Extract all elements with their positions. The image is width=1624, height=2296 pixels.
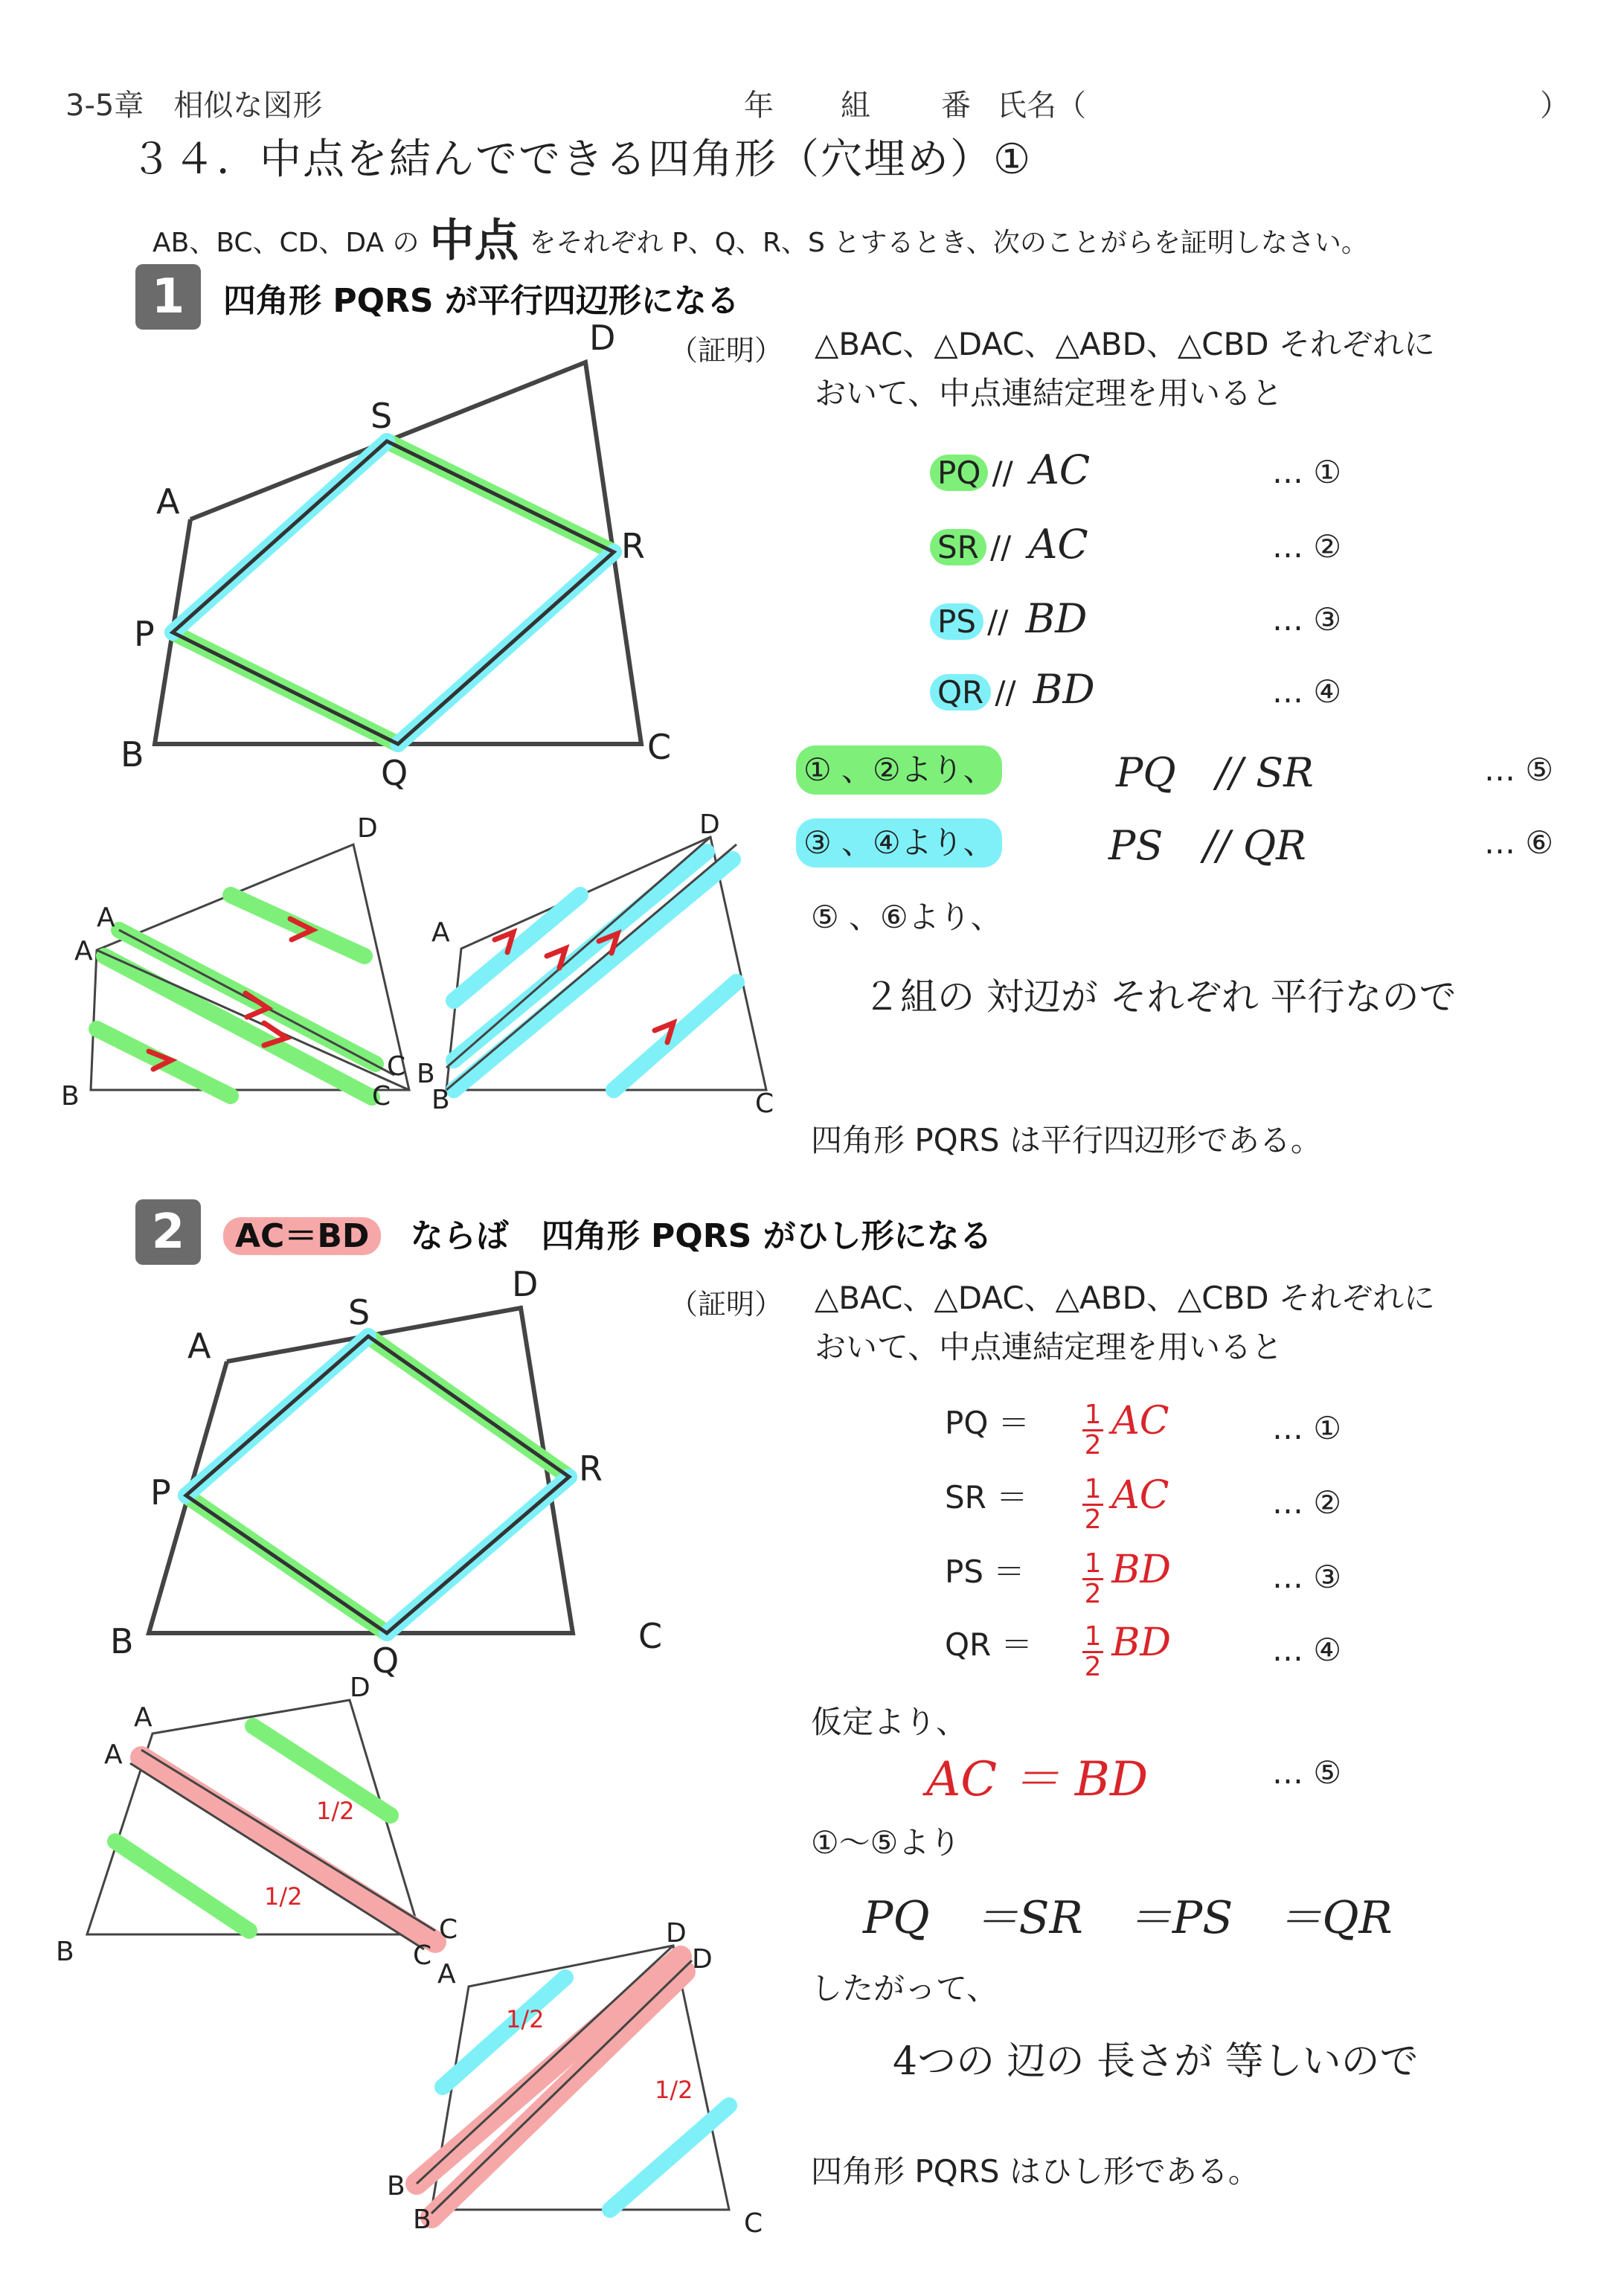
s1-ref4: … ④ bbox=[1272, 673, 1342, 710]
label-a: A bbox=[156, 481, 180, 522]
s1-conclusion: 四角形 PQRS は平行四辺形である。 bbox=[811, 1122, 1322, 1158]
intro-text bbox=[153, 201, 1368, 265]
svg-text:B: B bbox=[431, 1085, 450, 1115]
label-b: B bbox=[121, 734, 144, 775]
s2-ref4: … ④ bbox=[1272, 1632, 1342, 1668]
section1-title: 四角形 PQRS が平行四辺形になる bbox=[223, 282, 739, 320]
s1-ref3: … ③ bbox=[1272, 601, 1342, 638]
s2-row-sr-frac: $\frac{1}{2}$ bbox=[1082, 1475, 1103, 1534]
s2-row-ps-rhs: BD bbox=[1111, 1548, 1172, 1592]
s2-row-pq bbox=[945, 1399, 1169, 1460]
s1-row-pq bbox=[930, 446, 1090, 498]
svg-text:D: D bbox=[666, 1918, 687, 1949]
s1-handwritten: ２組の 対辺が それぞれ 平行なので bbox=[863, 975, 1457, 1019]
section2-figure-bd bbox=[387, 1918, 803, 2239]
s1-row-sr-rhs: AC bbox=[1028, 521, 1088, 568]
svg-text:A: A bbox=[134, 1702, 153, 1733]
s1-row-sr-lhs: SR bbox=[930, 529, 986, 565]
s2-ref3: … ③ bbox=[1272, 1559, 1342, 1595]
s1-row-ps bbox=[930, 595, 1087, 647]
svg-text:1/2: 1/2 bbox=[506, 2005, 545, 2033]
name-close: ） bbox=[1540, 89, 1570, 123]
s1-row-ps-rhs: BD bbox=[1025, 595, 1088, 642]
s2-row-qr-lhs: QR ＝ bbox=[945, 1626, 1033, 1663]
svg-text:S: S bbox=[348, 1292, 370, 1333]
s1-row-ps-lhs: PS bbox=[930, 603, 983, 640]
svg-text:B: B bbox=[110, 1621, 134, 1661]
quadrilateral-abcd bbox=[155, 362, 641, 744]
svg-text:A: A bbox=[74, 936, 93, 966]
s2-row-sr-lhs: SR ＝ bbox=[945, 1479, 1028, 1516]
section1-main-figure bbox=[104, 318, 684, 804]
quadrilateral-pqrs bbox=[173, 441, 614, 744]
section2-title bbox=[223, 1209, 992, 1257]
s1-row-qr-rel: // bbox=[995, 674, 1016, 711]
s1-row-sr-rel: // bbox=[989, 529, 1012, 565]
s2-row-ps-lhs: PS ＝ bbox=[945, 1553, 1025, 1590]
s2-row-qr-rhs: BD bbox=[1111, 1620, 1172, 1665]
s1-row-pq-rel: // bbox=[992, 455, 1013, 491]
s2-row-ps-frac: $\frac{1}{2}$ bbox=[1082, 1550, 1103, 1609]
section1-number: 1 bbox=[135, 264, 201, 330]
s1-from12: ① 、②より、 bbox=[796, 745, 1002, 795]
svg-text:D: D bbox=[350, 1673, 370, 1703]
s1-row-ps-rel: // bbox=[987, 603, 1009, 640]
svg-text:C: C bbox=[413, 1940, 432, 1971]
s2-row-ps bbox=[945, 1548, 1171, 1609]
s1-from34-result: PS // QR bbox=[1108, 822, 1306, 869]
kumi-label: 組 bbox=[841, 89, 870, 123]
svg-text:B: B bbox=[387, 2171, 405, 2202]
svg-text:C: C bbox=[638, 1616, 663, 1656]
s2-row-pq-lhs: PQ ＝ bbox=[945, 1405, 1030, 1441]
section2-main-figure bbox=[104, 1265, 684, 1696]
intro-emphasis: 中点 bbox=[429, 215, 519, 267]
page-title: ３４．中点を結んでできる四角形（穴埋め）① bbox=[130, 135, 1033, 184]
s2-assumption-ref: … ⑤ bbox=[1272, 1754, 1342, 1791]
s2-conclusion: 四角形 PQRS はひし形である。 bbox=[811, 2153, 1259, 2190]
svg-text:D: D bbox=[512, 1264, 539, 1304]
s1-row-pq-rhs: AC bbox=[1030, 446, 1091, 493]
label-d: D bbox=[589, 318, 616, 358]
svg-text:C: C bbox=[439, 1914, 458, 1945]
s2-equality: PQ ＝SR ＝PS ＝QR bbox=[863, 1892, 1393, 1944]
svg-text:C: C bbox=[387, 1051, 406, 1082]
s1-proof-line2: おいて、中点連結定理を用いると bbox=[815, 375, 1283, 411]
svg-text:P: P bbox=[150, 1472, 171, 1513]
label-s: S bbox=[370, 396, 393, 436]
svg-text:D: D bbox=[692, 1944, 713, 1975]
svg-text:D: D bbox=[357, 813, 378, 844]
s1-row-qr bbox=[930, 666, 1095, 717]
s1-proof-line1: △BAC、△DAC、△ABD、△CBD それぞれに bbox=[815, 326, 1435, 362]
s2-assumption: 仮定より、 bbox=[811, 1704, 968, 1740]
s1-row-pq-lhs: PQ bbox=[930, 455, 988, 491]
s2-row-qr bbox=[945, 1620, 1171, 1681]
svg-text:A: A bbox=[431, 917, 450, 948]
svg-text:A: A bbox=[187, 1326, 211, 1366]
s1-from34-ref: … ⑥ bbox=[1484, 824, 1554, 861]
name-label: 氏名（ bbox=[997, 89, 1086, 123]
s1-ref2: … ② bbox=[1272, 528, 1342, 565]
s2-therefore: したがって、 bbox=[811, 1970, 998, 2007]
s2-row-pq-frac: $\frac{1}{2}$ bbox=[1082, 1401, 1103, 1460]
svg-text:A: A bbox=[104, 1739, 123, 1770]
svg-text:C: C bbox=[755, 1088, 774, 1119]
label-p: P bbox=[134, 614, 155, 654]
s2-proof-label: （証明） bbox=[670, 1288, 783, 1321]
s2-proof-line1: △BAC、△DAC、△ABD、△CBD それぞれに bbox=[815, 1280, 1435, 1316]
s1-from56: ⑤ 、⑥より、 bbox=[811, 899, 1002, 935]
s2-proof-line2: おいて、中点連結定理を用いると bbox=[815, 1329, 1283, 1365]
label-r: R bbox=[621, 526, 645, 566]
svg-text:1/2: 1/2 bbox=[264, 1882, 303, 1911]
s1-from34: ③ 、④より、 bbox=[796, 818, 1002, 868]
svg-text:B: B bbox=[413, 2204, 431, 2235]
svg-text:1/2: 1/2 bbox=[655, 2076, 693, 2104]
svg-text:A: A bbox=[97, 902, 115, 933]
svg-text:B: B bbox=[417, 1059, 435, 1089]
svg-text:C: C bbox=[372, 1081, 391, 1112]
s1-proof-label: （証明） bbox=[670, 334, 783, 367]
s1-row-sr bbox=[930, 521, 1088, 572]
intro-after: をそれぞれ P、Q、R、S とするとき、次のことがらを証明しなさい。 bbox=[529, 228, 1368, 258]
s2-row-pq-rhs: AC bbox=[1111, 1399, 1169, 1443]
year-label: 年 bbox=[744, 89, 774, 123]
label-q: Q bbox=[381, 753, 408, 793]
s1-from12-result: PQ // SR bbox=[1116, 749, 1314, 796]
s2-row-qr-frac: $\frac{1}{2}$ bbox=[1082, 1623, 1103, 1681]
svg-text:B: B bbox=[56, 1937, 74, 1967]
intro-before: AB、BC、CD、DA の bbox=[153, 228, 420, 258]
ban-label: 番 bbox=[941, 89, 971, 123]
svg-text:Q: Q bbox=[372, 1641, 399, 1681]
s1-ref1: … ① bbox=[1272, 454, 1342, 490]
section2-title-rest: ならば 四角形 PQRS がひし形になる bbox=[410, 1217, 992, 1255]
chapter-label: 3-5章 相似な図形 bbox=[65, 89, 323, 123]
s2-ref2: … ② bbox=[1272, 1484, 1342, 1521]
s2-handwritten: 4つの 辺の 長さが 等しいので bbox=[893, 2039, 1419, 2084]
svg-text:1/2: 1/2 bbox=[316, 1797, 355, 1825]
section1-figure-ac-parallels bbox=[52, 807, 424, 1120]
s2-from15: ①～⑤より bbox=[811, 1824, 961, 1861]
s2-row-sr-rhs: AC bbox=[1111, 1473, 1169, 1518]
section1-figure-bd-parallels bbox=[417, 807, 789, 1120]
svg-text:B: B bbox=[61, 1081, 80, 1112]
svg-text:C: C bbox=[744, 2208, 763, 2239]
s1-row-qr-lhs: QR bbox=[930, 674, 991, 711]
svg-text:D: D bbox=[699, 809, 720, 840]
svg-text:R: R bbox=[579, 1449, 603, 1489]
section2-condition: AC＝BD bbox=[223, 1217, 381, 1255]
s1-row-qr-rhs: BD bbox=[1033, 666, 1095, 713]
s2-ref1: … ① bbox=[1272, 1410, 1342, 1446]
s2-row-sr bbox=[945, 1473, 1169, 1534]
s1-from12-ref: … ⑤ bbox=[1484, 751, 1554, 788]
svg-text:A: A bbox=[437, 1959, 456, 1989]
label-c: C bbox=[647, 727, 672, 767]
s2-assumption-result: AC ＝ BD bbox=[926, 1752, 1149, 1807]
section2-number: 2 bbox=[135, 1199, 201, 1265]
